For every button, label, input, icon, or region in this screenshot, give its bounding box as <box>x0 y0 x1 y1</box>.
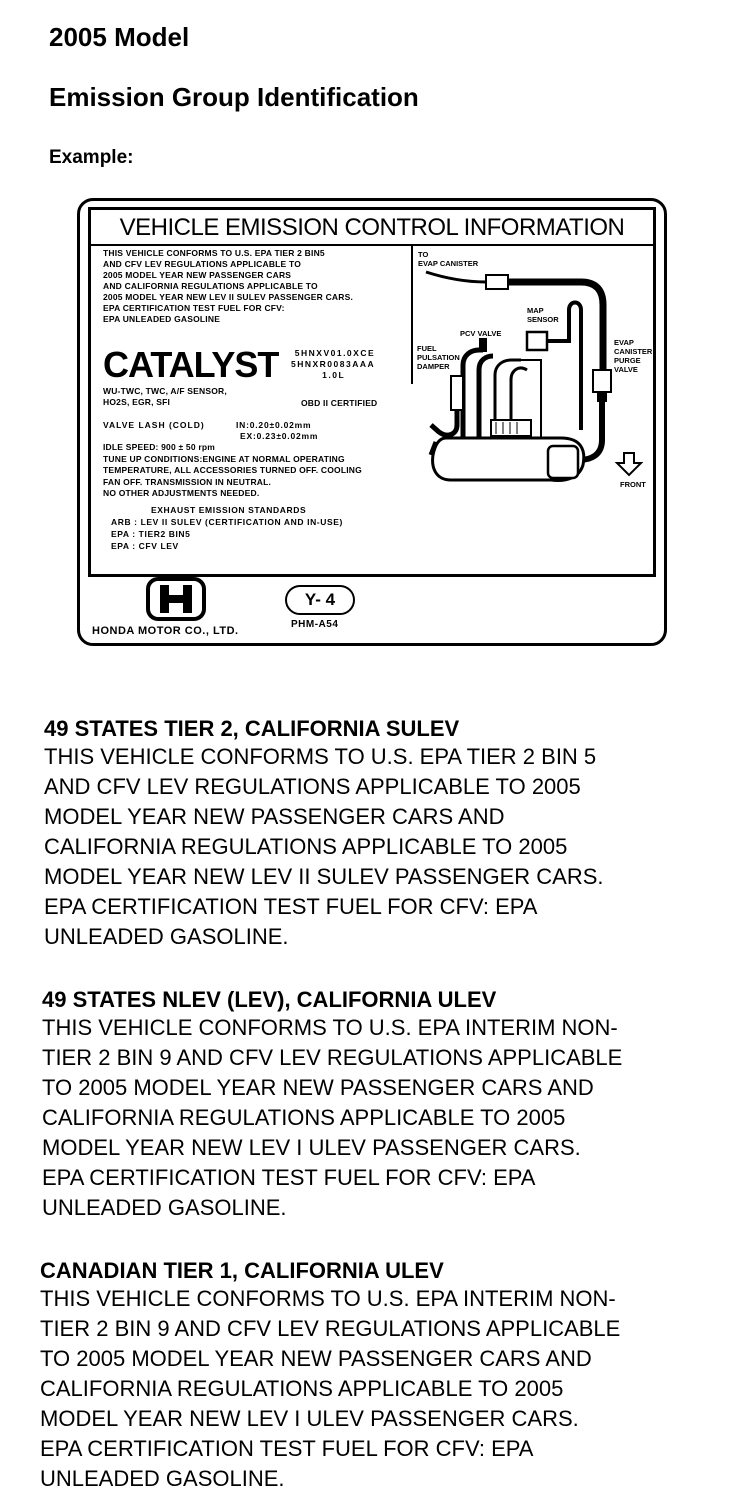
standards-line: EPA : CFV LEV <box>111 541 179 551</box>
page-title: Emission Group Identification <box>49 82 419 112</box>
standards-line: ARB : LEV II SULEV (CERTIFICATION AND IN-USE) <box>111 517 343 527</box>
fuel-damper-label <box>417 344 460 371</box>
conformance-line: THIS VEHICLE CONFORMS TO U.S. EPA TIER 2 BIN5 <box>103 248 325 258</box>
section-line: CALIFORNIA REGULATIONS APPLICABLE TO 2005 <box>40 1376 564 1401</box>
diagram-text: FUEL <box>417 344 437 353</box>
engine-displacement: 1.0L <box>322 370 346 380</box>
section-line: TO 2005 MODEL YEAR NEW PASSENGER CARS AND <box>40 1346 592 1371</box>
conformance-line: AND CALIFORNIA REGULATIONS APPLICABLE TO <box>103 281 318 291</box>
section-line: EPA CERTIFICATION TEST FUEL FOR CFV: EPA <box>42 1165 536 1190</box>
section-line: THIS VEHICLE CONFORMS TO U.S. EPA INTERIM NON- <box>42 1015 618 1040</box>
section-line: TIER 2 BIN 9 AND CFV LEV REGULATIONS APPLICABLE <box>42 1045 623 1070</box>
example-label: Example: <box>49 147 134 168</box>
diagram-text: PURGE <box>614 356 641 365</box>
section-line: MODEL YEAR NEW PASSENGER CARS AND <box>44 804 505 829</box>
sensor-line: HO2S, EGR, SFI <box>103 397 171 407</box>
engine-codes <box>291 348 375 381</box>
diagram-text: VALVE <box>614 365 638 374</box>
section-tier2-sulev <box>44 716 604 952</box>
section-line: TO 2005 MODEL YEAR NEW PASSENGER CARS AND <box>42 1075 594 1100</box>
honda-logo <box>146 577 206 621</box>
conformance-line: AND CFV LEV REGULATIONS APPLICABLE TO <box>103 259 302 269</box>
idle-line: TEMPERATURE, ALL ACCESSORIES TURNED OFF. COOLING <box>103 465 362 475</box>
diagram-text: PULSATION <box>417 353 460 362</box>
section-line: UNLEADED GASOLINE. <box>42 1195 287 1220</box>
front-label: FRONT <box>620 480 646 489</box>
section-title: CANADIAN TIER 1, CALIFORNIA ULEV <box>40 1258 444 1283</box>
diagram-text: TO <box>418 250 429 259</box>
section-line: EPA CERTIFICATION TEST FUEL FOR CFV: EPA <box>40 1436 534 1461</box>
section-body <box>40 1284 620 1494</box>
section-body <box>44 742 604 952</box>
engine-code: 5HNXR0083AAA <box>291 359 376 369</box>
manufacturer-name: HONDA MOTOR CO., LTD. <box>92 625 239 637</box>
diagram-text: EVAP <box>614 338 634 347</box>
section-nlev-ulev <box>42 987 622 1223</box>
idle-line: FAN OFF. TRANSMISSION IN NEUTRAL. <box>103 476 272 487</box>
idle-line: IDLE SPEED: 900 ± 50 rpm <box>103 442 215 452</box>
catalyst-label: CATALYST <box>103 344 279 385</box>
section-title: 49 STATES TIER 2, CALIFORNIA SULEV <box>44 716 460 741</box>
valve-lash-ex: EX:0.23±0.02mm <box>240 431 319 441</box>
diagram-text: MAP <box>527 306 544 315</box>
section-line: UNLEADED GASOLINE. <box>44 924 289 949</box>
section-line: CALIFORNIA REGULATIONS APPLICABLE TO 2005 <box>44 834 568 859</box>
diagram-text: EVAP CANISTER <box>418 259 479 268</box>
sensor-line: WU-TWC, TWC, A/F SENSOR, <box>103 386 227 396</box>
section-line: THIS VEHICLE CONFORMS TO U.S. EPA TIER 2 BIN 5 <box>44 744 597 769</box>
idle-line: NO OTHER ADJUSTMENTS NEEDED. <box>103 488 260 498</box>
group-code-badge <box>285 585 355 615</box>
emission-label <box>77 198 667 646</box>
evap-purge-valve-label <box>614 338 652 374</box>
valve-lash-label: VALVE LASH (COLD) <box>103 420 205 430</box>
group-code: Y- 4 <box>304 590 336 609</box>
idle-line: TUNE UP CONDITIONS:ENGINE AT NORMAL OPERATING <box>103 453 345 464</box>
obd-status: OBD II CERTIFIED <box>301 398 378 408</box>
idle-text <box>103 442 362 500</box>
section-canadian-ulev <box>40 1258 620 1494</box>
label-title: VEHICLE EMISSION CONTROL INFORMATION <box>119 214 625 241</box>
engine-code: 5HNXV01.0XCE <box>294 348 376 358</box>
section-line: UNLEADED GASOLINE. <box>40 1466 285 1491</box>
diagram-text: SENSOR <box>527 315 559 324</box>
pcv-valve-label: PCV VALVE <box>460 329 502 338</box>
title-rule <box>91 244 653 246</box>
section-body <box>42 1013 622 1223</box>
part-code: PHM-A54 <box>291 619 339 630</box>
section-line: AND CFV LEV REGULATIONS APPLICABLE TO 2005 <box>44 774 581 799</box>
section-line: EPA CERTIFICATION TEST FUEL FOR CFV: EPA <box>44 894 538 919</box>
conformance-line: EPA UNLEADED GASOLINE <box>103 314 221 324</box>
conformance-line: 2005 MODEL YEAR NEW PASSENGER CARS <box>103 270 292 280</box>
diagram-text: DAMPER <box>417 362 450 371</box>
label-inner-panel <box>88 207 656 577</box>
section-line: MODEL YEAR NEW LEV II SULEV PASSENGER CARS. <box>44 864 604 889</box>
standards-line: EPA : TIER2 BIN5 <box>111 529 191 539</box>
valve-lash-values <box>236 420 318 442</box>
section-line: MODEL YEAR NEW LEV I ULEV PASSENGER CARS. <box>42 1135 581 1160</box>
map-sensor-label <box>527 306 559 324</box>
conformance-text <box>103 248 353 325</box>
diagram-text: CANISTER <box>614 347 653 356</box>
standards-title: EXHAUST EMISSION STANDARDS <box>151 505 307 515</box>
valve-lash-in: IN:0.20±0.02mm <box>236 420 312 430</box>
label-divider <box>411 244 413 384</box>
section-line: CALIFORNIA REGULATIONS APPLICABLE TO 2005 <box>42 1105 566 1130</box>
section-line: THIS VEHICLE CONFORMS TO U.S. EPA INTERIM NON- <box>40 1286 616 1311</box>
section-line: MODEL YEAR NEW LEV I ULEV PASSENGER CARS. <box>40 1406 579 1431</box>
conformance-line: 2005 MODEL YEAR NEW LEV II SULEV PASSENGER CARS. <box>103 292 354 302</box>
to-evap-canister-label <box>418 250 478 268</box>
section-title: 49 STATES NLEV (LEV), CALIFORNIA ULEV <box>42 987 497 1012</box>
section-line: TIER 2 BIN 9 AND CFV LEV REGULATIONS APPLICABLE <box>40 1316 621 1341</box>
standards-block <box>111 504 343 552</box>
conformance-line: EPA CERTIFICATION TEST FUEL FOR CFV: <box>103 303 285 313</box>
model-year-heading: 2005 Model <box>49 22 190 52</box>
sensor-text <box>103 386 227 408</box>
